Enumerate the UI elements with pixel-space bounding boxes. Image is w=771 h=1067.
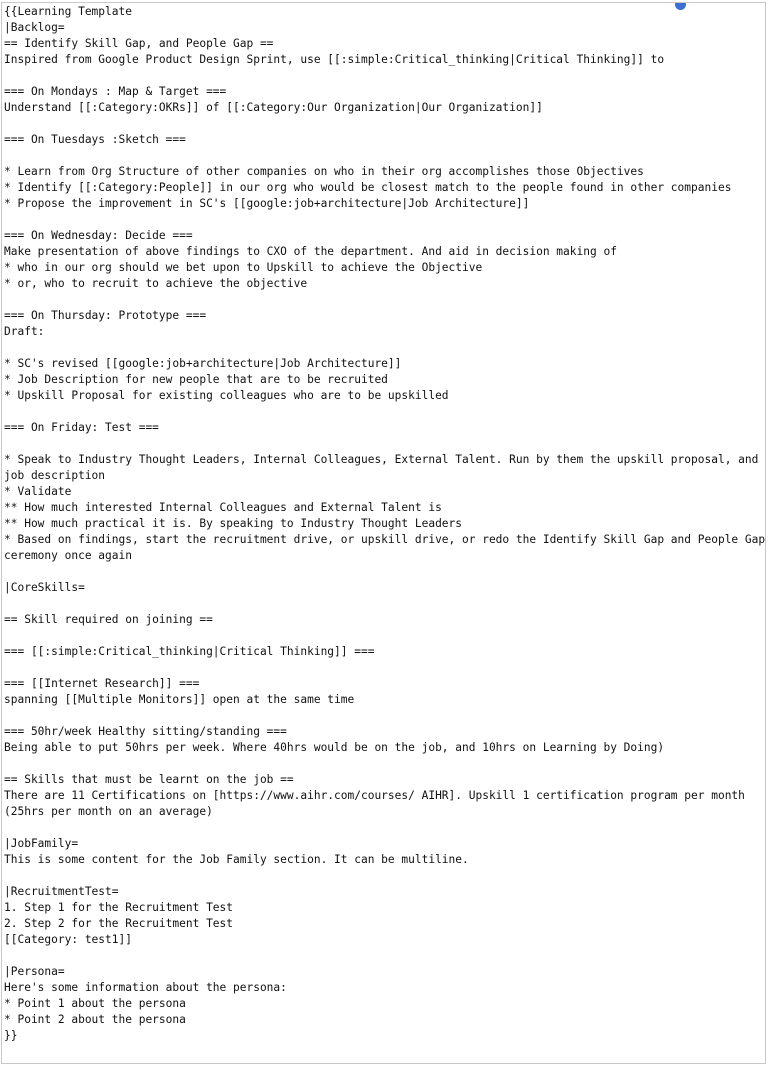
text-line xyxy=(4,116,761,132)
text-line: == Identify Skill Gap, and People Gap == xyxy=(4,37,274,50)
text-line: |Persona= xyxy=(4,965,65,978)
text-line: Here's some information about the persona: xyxy=(4,981,287,994)
text-line: |RecruitmentTest= xyxy=(4,885,119,898)
text-line: * SC's revised [[google:job+architecture|Job Architecture]] xyxy=(4,357,402,370)
wikitext-content[interactable] xyxy=(4,4,766,1044)
text-line xyxy=(4,708,761,724)
text-line: * Upskill Proposal for existing colleagues who are to be upskilled xyxy=(4,389,449,402)
text-line: == Skills that must be learnt on the job == xyxy=(4,773,294,786)
text-line: 1. Step 1 for the Recruitment Test xyxy=(4,901,234,914)
text-line: Understand [[:Category:OKRs]] of [[:Category:Our Organization|Our Organization]] xyxy=(4,101,543,114)
text-line: There are 11 Certifications on [https://www.aihr.com/courses/ AIHR]. Upskill 1 certification program per month xyxy=(4,789,745,802)
text-line: |JobFamily= xyxy=(4,837,79,850)
text-line xyxy=(4,340,761,356)
text-line: Make presentation of above findings to CXO of the department. And aid in decision making of xyxy=(4,245,617,258)
text-line: === [[:simple:Critical_thinking|Critical Thinking]] === xyxy=(4,645,375,658)
text-line: * Identify [[:Category:People]] in our org who would be closest match to the people found in other companies xyxy=(4,181,732,194)
text-line: === On Friday: Test === xyxy=(4,421,159,434)
text-line xyxy=(4,820,761,836)
text-line: === On Mondays : Map & Target === xyxy=(4,85,227,98)
text-line: {{Learning Template xyxy=(4,5,132,18)
text-line: 2. Step 2 for the Recruitment Test xyxy=(4,917,234,930)
text-line: * Propose the improvement in SC's [[google:job+architecture|Job Architecture]] xyxy=(4,197,530,210)
text-line: ** How much practical it is. By speaking to Industry Thought Leaders xyxy=(4,517,463,530)
text-line xyxy=(4,564,761,580)
wikitext-editor[interactable] xyxy=(1,2,766,1064)
text-line: ** How much interested Internal Colleagues and External Talent is xyxy=(4,501,442,514)
text-line xyxy=(4,436,761,452)
text-line: Being able to put 50hrs per week. Where 40hrs would be on the job, and 10hrs on Learning by Doing) xyxy=(4,741,665,754)
text-line: * or, who to recruit to achieve the objective xyxy=(4,277,308,290)
text-line: Draft: xyxy=(4,325,45,338)
text-line xyxy=(4,68,761,84)
text-line xyxy=(4,756,761,772)
text-line: job description xyxy=(4,469,106,482)
text-line: }} xyxy=(4,1029,18,1042)
text-line: |Backlog= xyxy=(4,21,65,34)
text-line: * Point 2 about the persona xyxy=(4,1013,186,1026)
text-line xyxy=(4,948,761,964)
text-line: Inspired from Google Product Design Sprint, use [[:simple:Critical_thinking|Critical Thinking]] to xyxy=(4,53,665,66)
text-line: === 50hr/week Healthy sitting/standing === xyxy=(4,725,287,738)
text-line: === On Tuesdays :Sketch === xyxy=(4,133,186,146)
text-line: spanning [[Multiple Monitors]] open at the same time xyxy=(4,693,355,706)
text-line xyxy=(4,868,761,884)
text-line: * Validate xyxy=(4,485,72,498)
text-line xyxy=(4,148,761,164)
text-line xyxy=(4,404,761,420)
text-line: * Speak to Industry Thought Leaders, Internal Colleagues, External Talent. Run by them the upskill proposal, and xyxy=(4,453,759,466)
text-line: === On Thursday: Prototype === xyxy=(4,309,207,322)
text-line xyxy=(4,292,761,308)
text-line: This is some content for the Job Family section. It can be multiline. xyxy=(4,853,469,866)
text-line: === On Wednesday: Decide === xyxy=(4,229,193,242)
text-line: |CoreSkills= xyxy=(4,581,85,594)
text-line: (25hrs per month on an average) xyxy=(4,805,213,818)
text-line: [[Category: test1]] xyxy=(4,933,132,946)
text-line: == Skill required on joining == xyxy=(4,613,213,626)
text-line: ceremony once again xyxy=(4,549,132,562)
text-line xyxy=(4,596,761,612)
text-line xyxy=(4,660,761,676)
text-line: * Learn from Org Structure of other companies on who in their org accomplishes those Objectives xyxy=(4,165,644,178)
text-line: * Based on findings, start the recruitment drive, or upskill drive, or redo the Identify Skill Gap and People Gap xyxy=(4,533,766,546)
text-line: * Point 1 about the persona xyxy=(4,997,186,1010)
text-line xyxy=(4,212,761,228)
text-line: === [[Internet Research]] === xyxy=(4,677,200,690)
text-line: * Job Description for new people that are to be recruited xyxy=(4,373,388,386)
text-line xyxy=(4,628,761,644)
text-line: * who in our org should we bet upon to Upskill to achieve the Objective xyxy=(4,261,483,274)
